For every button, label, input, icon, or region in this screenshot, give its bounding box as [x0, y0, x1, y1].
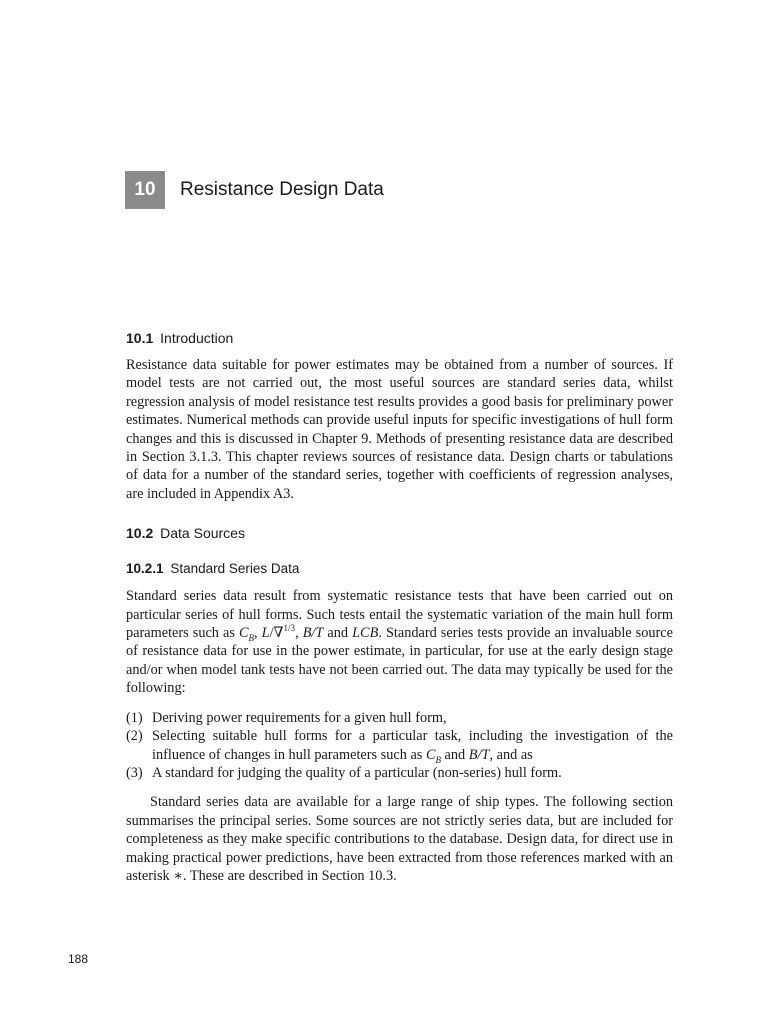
- list-item-text: Selecting suitable hull forms for a particular task, including the investigation of the influence of changes in hull parameters such as $C_B$ and B/T, and as: [152, 728, 673, 765]
- symbol-cb: $C_B$: [425, 746, 441, 765]
- list-item: [126, 727, 673, 764]
- standard-series-paragraph: Standard series data result from systematic resistance tests that have been carried out on particular series of hull forms. Such tests entail the systematic variation of the main hull form parameters such as $C_B$, L/∇$^{1/3}$, B/T and LCB. Standard series tests provide an invaluable source of resistance data for use in the power estimate, in particular, for use at the early design stage and/or when model tank tests have not been carried out. The data may typically be used for the following:: [126, 588, 673, 697]
- subsection-title: Standard Series Data: [170, 561, 300, 577]
- page-number: 188: [68, 952, 89, 966]
- uses-list: [126, 709, 673, 783]
- para-text: . Standard series tests provide an invaluable source of resistance data for use in the power estimate, in particular, for use at the early design stage and/or when model tank tests have not been carried out. The data may typically be used for the following:: [126, 625, 673, 697]
- list-item: [126, 709, 673, 727]
- section-title: Data Sources: [160, 525, 245, 542]
- chapter-header: [125, 171, 384, 209]
- symbol-cb: $C_B$: [238, 625, 254, 643]
- symbol-bt: B/T: [468, 746, 490, 763]
- para-text: Standard series data result from systematic resistance tests that have been carried out on particular series of hull forms. Such tests entail the systematic variation of the main hull form parameters such as: [126, 588, 673, 642]
- list-item-text: Deriving power requirements for a given hull form,: [152, 709, 447, 726]
- section-title: Introduction: [160, 330, 234, 346]
- symbol-nabla: /∇: [269, 625, 284, 642]
- list-item: [126, 764, 673, 782]
- symbol-bt: B/T: [302, 625, 324, 642]
- chapter-number: 10: [125, 171, 165, 209]
- subsection-heading-standard-series: [126, 561, 673, 576]
- chapter-title: Resistance Design Data: [180, 179, 384, 200]
- symbol-lcb: LCB: [352, 625, 379, 642]
- list-item-text: A standard for judging the quality of a particular (non-series) hull form.: [152, 764, 562, 781]
- page-content: [126, 330, 673, 885]
- list-item-number: (2): [126, 728, 143, 745]
- section-heading-introduction: [126, 330, 673, 346]
- list-item-number: (3): [126, 764, 143, 781]
- section-number: 10.2: [126, 525, 154, 542]
- subsection-number: 10.2.1: [126, 561, 164, 577]
- series-summary-paragraph: Standard series data are available for a large range of ship types. The following section summarises the principal series. Some sources are not strictly series data, but are included for completeness as they make specific contributions to the database. Design data, for direct use in making practical power predictions, have been extracted from those references marked with an asterisk ∗. These are described in Section 10.3.: [126, 794, 673, 884]
- symbol-exponent: 1/3: [283, 623, 296, 634]
- section-number: 10.1: [126, 330, 154, 346]
- section-heading-data-sources: [126, 525, 673, 541]
- introduction-paragraph: Resistance data suitable for power estimates may be obtained from a number of sources. If model tests are not carried out, the most useful sources are standard series data, whilst regression analysis of model resistance test results provides a good basis for preliminary power estimates. Numerical methods can provide useful inputs for specific investigations of hull form changes and this is discussed in Chapter 9. Methods of presenting resistance data are described in Section 3.1.3. This chapter reviews sources of resistance data. Design charts or tabulations of data for a number of the standard series, together with coefficients of regression analyses, are included in Appendix A3.: [126, 357, 673, 502]
- list-item-number: (1): [126, 709, 143, 726]
- symbol-l: L: [261, 625, 270, 642]
